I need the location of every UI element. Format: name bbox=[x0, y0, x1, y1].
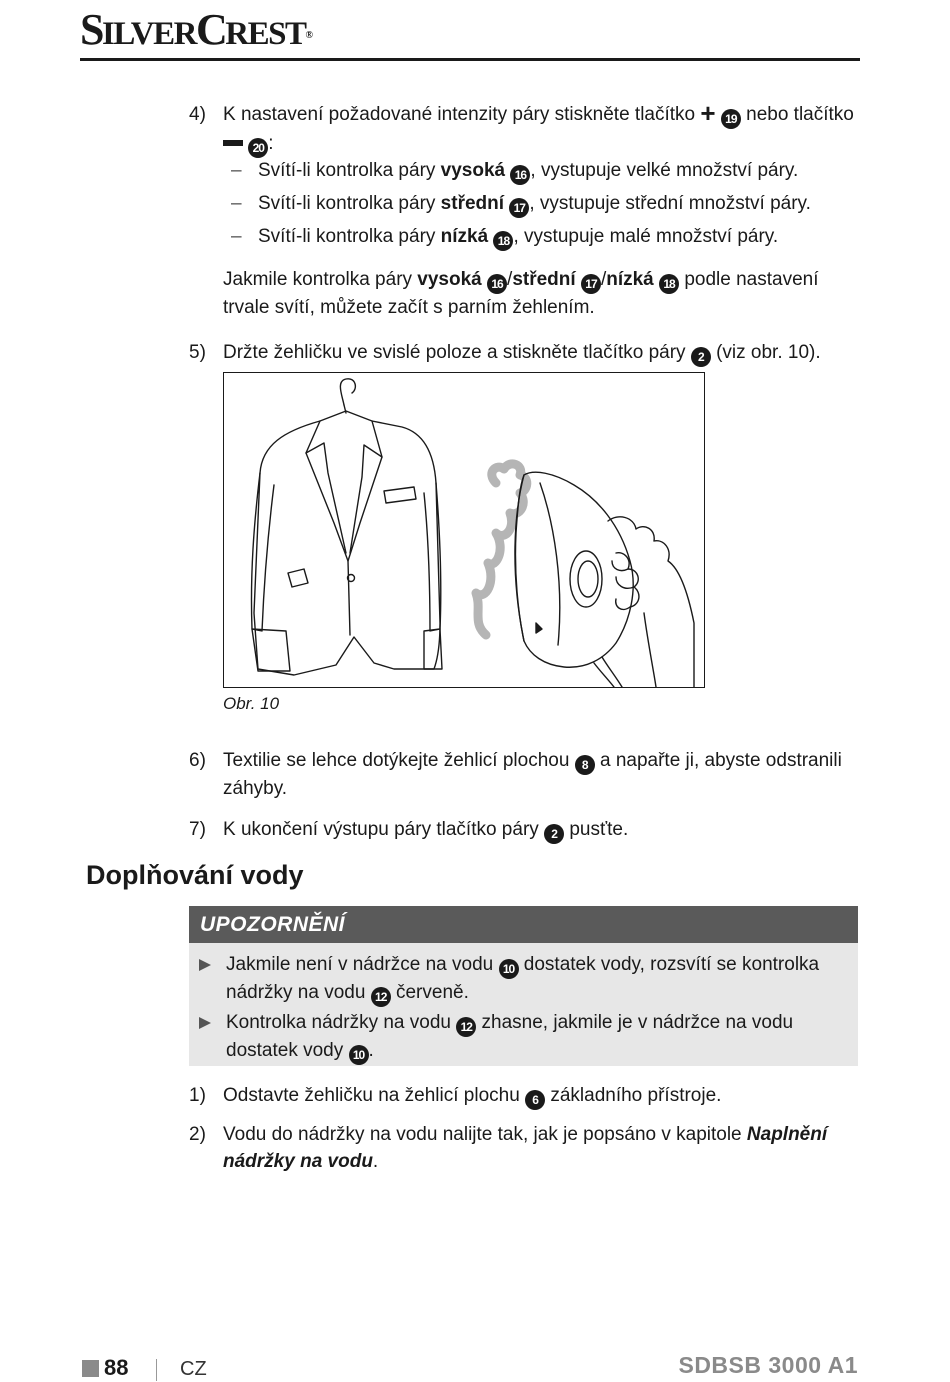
callout-number: 10 bbox=[349, 1045, 369, 1065]
brand-logo: SILVERCREST® bbox=[80, 5, 313, 54]
page-header bbox=[80, 6, 860, 62]
callout-number: 19 bbox=[721, 109, 741, 129]
warning-header: UPOZORNĚNÍ bbox=[189, 906, 858, 943]
warning-bullet: Jakmile není v nádržce na vodu 10 dostatek vody, rozsvítí se kontrolka nádržky na vodu 12 červeně. bbox=[199, 951, 839, 1007]
list-item: – Svítí-li kontrolka páry střední 17 , vystupuje střední množství páry. bbox=[231, 190, 871, 218]
plus-symbol: + bbox=[700, 98, 716, 128]
step-4: 4) K nastavení požadované intenzity páry stiskněte tlačítko + 19 nebo tlačítko 20 : bbox=[189, 101, 869, 158]
callout-number: 16 bbox=[510, 165, 530, 185]
minus-symbol bbox=[223, 129, 243, 156]
bullet-arrow-icon bbox=[199, 959, 211, 971]
fill-step-1: 1) Odstavte žehličku na žehlicí plochu 6 základního přístroje. bbox=[189, 1082, 869, 1110]
header-rule bbox=[80, 58, 860, 61]
list-item: – Svítí-li kontrolka páry vysoká 16 , vystupuje velké množství páry. bbox=[231, 157, 871, 185]
callout-number: 2 bbox=[544, 824, 564, 844]
step-7: 7) K ukončení výstupu páry tlačítko páry 2 pusťte. bbox=[189, 816, 869, 844]
callout-number: 17 bbox=[581, 274, 601, 294]
callout-number: 16 bbox=[487, 274, 507, 294]
callout-number: 2 bbox=[691, 347, 711, 367]
chapter-reference: Naplnění nádržky na vodu bbox=[223, 1124, 828, 1172]
callout-number: 18 bbox=[659, 274, 679, 294]
bullet-arrow-icon bbox=[199, 1017, 211, 1029]
callout-number: 18 bbox=[493, 231, 513, 251]
footer-marker bbox=[82, 1360, 99, 1377]
illustration-steaming-jacket bbox=[223, 372, 705, 688]
step-6: 6) Textilie se lehce dotýkejte žehlicí plochou 8 a napařte ji, abyste odstranili záhyby. bbox=[189, 750, 842, 799]
section-heading: Doplňování vody bbox=[86, 860, 304, 890]
step-5: 5) Držte žehličku ve svislé poloze a stiskněte tlačítko páry 2 (viz obr. 10). bbox=[189, 339, 869, 367]
callout-number: 10 bbox=[499, 959, 519, 979]
warning-bullet: Kontrolka nádržky na vodu 12 zhasne, jakmile je v nádržce na vodu dostatek vody 10 . bbox=[199, 1009, 839, 1065]
figure-caption: Obr. 10 bbox=[223, 694, 280, 713]
callout-number: 17 bbox=[509, 198, 529, 218]
callout-number: 12 bbox=[371, 987, 391, 1007]
callout-number: 8 bbox=[575, 755, 595, 775]
footer-separator bbox=[156, 1359, 157, 1381]
step-number: 4) bbox=[189, 104, 206, 125]
callout-number: 6 bbox=[525, 1090, 545, 1110]
fill-step-2: 2) Vodu do nádržky na vodu nalijte tak, jak je popsáno v kapitole Naplnění nádržky na vodu. bbox=[189, 1124, 828, 1172]
warning-box bbox=[189, 906, 858, 1066]
language-code: CZ bbox=[180, 1358, 207, 1380]
step-4-paragraph: Jakmile kontrolka páry vysoká 16 /střední 17 /nízká 18 podle nastavení trvale svítí, můžete začít s parním žehlením. bbox=[223, 269, 819, 318]
callout-number: 20 bbox=[248, 138, 268, 158]
callout-number: 12 bbox=[456, 1017, 476, 1037]
model-number: SDBSB 3000 A1 bbox=[678, 1352, 858, 1378]
list-item: – Svítí-li kontrolka páry nízká 18 , vystupuje malé množství páry. bbox=[231, 223, 871, 251]
page-number: 88 bbox=[104, 1355, 129, 1380]
